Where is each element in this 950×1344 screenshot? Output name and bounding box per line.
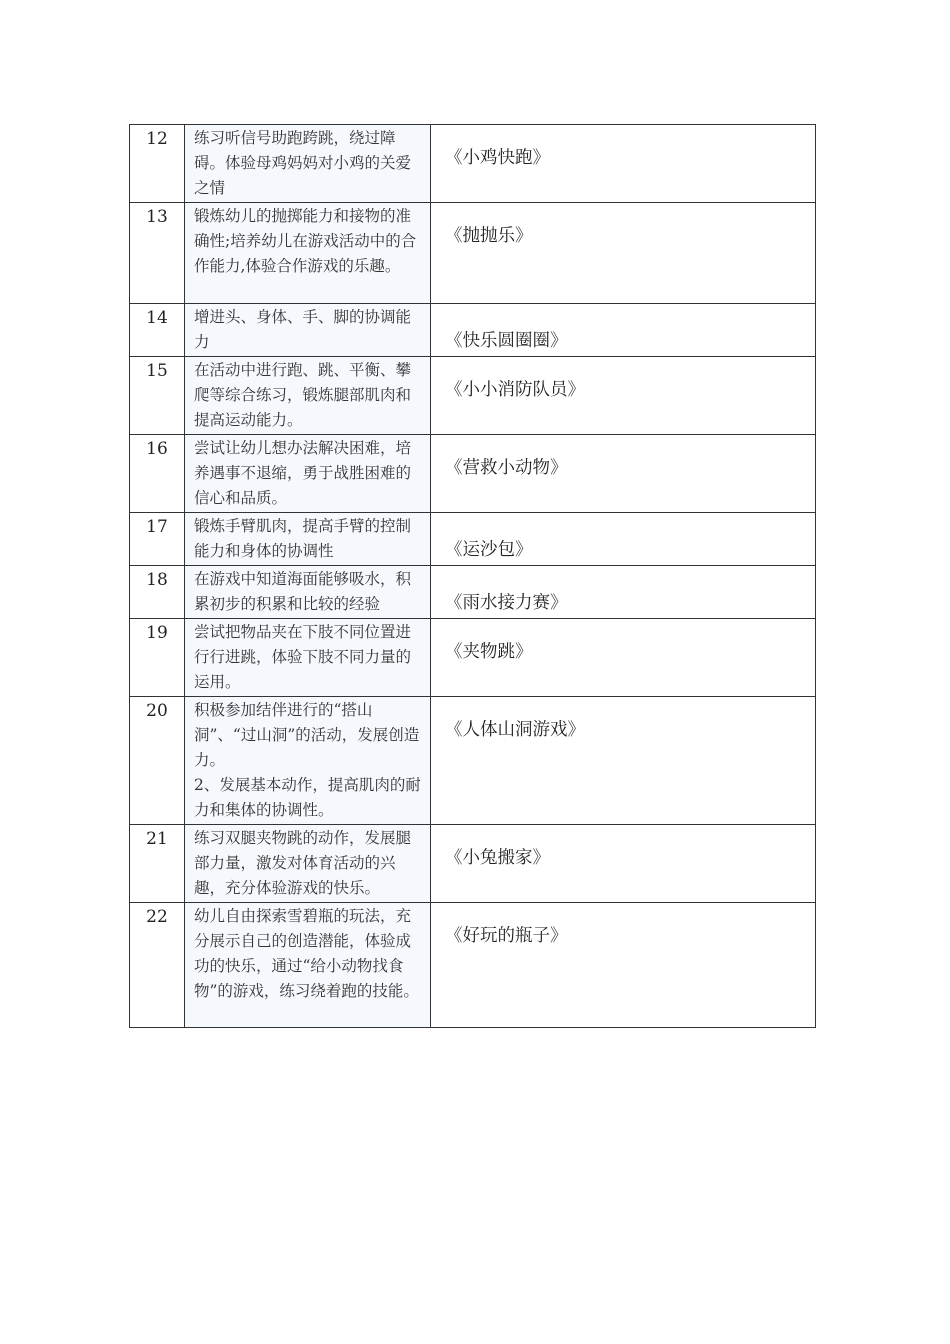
activity-name: 《雨水接力赛》 bbox=[431, 566, 816, 619]
activity-goal: 练习听信号助跑跨跳，绕过障碍。体验母鸡妈妈对小鸡的关爱之情 bbox=[185, 125, 431, 203]
activity-goal: 锻炼幼儿的抛掷能力和接物的准确性;培养幼儿在游戏活动中的合作能力,体验合作游戏的乐趣。 bbox=[185, 203, 431, 304]
table-row bbox=[130, 435, 816, 513]
table-row bbox=[130, 357, 816, 435]
activity-goal: 积极参加结伴进行的“搭山洞”、“过山洞”的活动，发展创造力。 2、发展基本动作，提高肌肉的耐力和集体的协调性。 bbox=[185, 697, 431, 825]
table-row bbox=[130, 566, 816, 619]
activity-name: 《小兔搬家》 bbox=[431, 825, 816, 903]
activity-goal: 在活动中进行跑、跳、平衡、攀爬等综合练习，锻炼腿部肌肉和提高运动能力。 bbox=[185, 357, 431, 435]
table-row bbox=[130, 903, 816, 1028]
activity-name: 《夹物跳》 bbox=[431, 619, 816, 697]
row-number: 21 bbox=[130, 825, 185, 903]
activity-name: 《营救小动物》 bbox=[431, 435, 816, 513]
activity-goal: 锻炼手臂肌肉，提高手臂的控制能力和身体的协调性 bbox=[185, 513, 431, 566]
table-row bbox=[130, 825, 816, 903]
row-number: 14 bbox=[130, 304, 185, 357]
activity-name: 《运沙包》 bbox=[431, 513, 816, 566]
table-row bbox=[130, 513, 816, 566]
row-number: 18 bbox=[130, 566, 185, 619]
activity-name: 《小小消防队员》 bbox=[431, 357, 816, 435]
activity-name: 《小鸡快跑》 bbox=[431, 125, 816, 203]
row-number: 15 bbox=[130, 357, 185, 435]
row-number: 20 bbox=[130, 697, 185, 825]
activity-goal: 尝试把物品夹在下肢不同位置进行行进跳，体验下肢不同力量的运用。 bbox=[185, 619, 431, 697]
row-number: 16 bbox=[130, 435, 185, 513]
activity-name: 《好玩的瓶子》 bbox=[431, 903, 816, 1028]
table-row bbox=[130, 619, 816, 697]
table-row bbox=[130, 125, 816, 203]
row-number: 22 bbox=[130, 903, 185, 1028]
activity-goal: 尝试让幼儿想办法解决困难，培养遇事不退缩，勇于战胜困难的信心和品质。 bbox=[185, 435, 431, 513]
activity-goal: 幼儿自由探索雪碧瓶的玩法，充分展示自己的创造潜能，体验成功的快乐，通过“给小动物找食物”的游戏，练习绕着跑的技能。 bbox=[185, 903, 431, 1028]
activity-goal: 增进头、身体、手、脚的协调能力 bbox=[185, 304, 431, 357]
row-number: 17 bbox=[130, 513, 185, 566]
activity-name: 《快乐圆圈圈》 bbox=[431, 304, 816, 357]
table-row bbox=[130, 304, 816, 357]
row-number: 13 bbox=[130, 203, 185, 304]
row-number: 12 bbox=[130, 125, 185, 203]
activity-name: 《抛抛乐》 bbox=[431, 203, 816, 304]
activity-goal: 在游戏中知道海面能够吸水，积累初步的积累和比较的经验 bbox=[185, 566, 431, 619]
activity-name: 《人体山洞游戏》 bbox=[431, 697, 816, 825]
row-number: 19 bbox=[130, 619, 185, 697]
table-row bbox=[130, 697, 816, 825]
activity-goal: 练习双腿夹物跳的动作，发展腿部力量，激发对体育活动的兴趣，充分体验游戏的快乐。 bbox=[185, 825, 431, 903]
activity-table bbox=[129, 124, 816, 1028]
table-row bbox=[130, 203, 816, 304]
